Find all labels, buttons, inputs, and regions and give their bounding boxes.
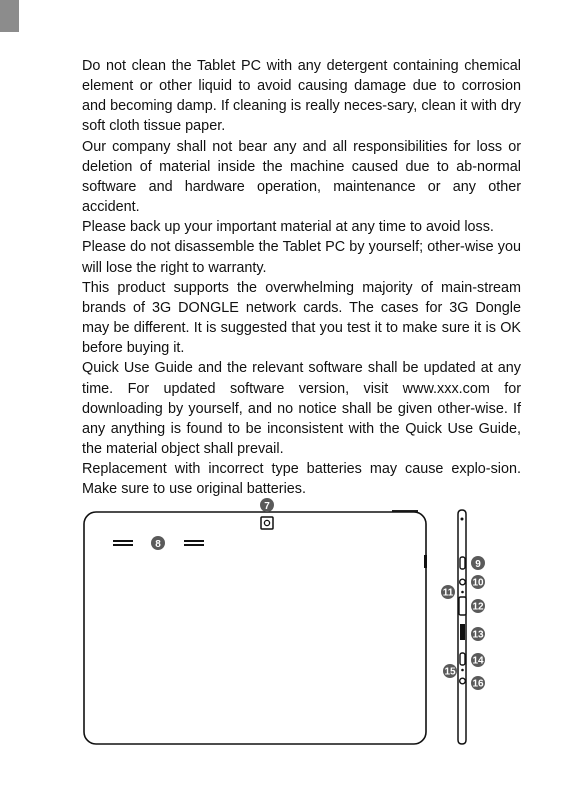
callout-7 [260, 498, 274, 512]
svg-text:16: 16 [472, 678, 484, 690]
callout-9 [471, 556, 485, 570]
tablet-front-view [84, 511, 427, 744]
paragraph-responsibility: Our company shall not bear any and all responsibilities for loss or deletion of material inside the machine caused due to ab-normal software and hardware operation, maintenance or any other accident. [82, 138, 521, 216]
callout-13 [471, 627, 485, 641]
port-9-icon [460, 557, 465, 569]
paragraph-disassemble: Please do not disassemble the Tablet PC by yourself; other-wise you will lose the right to warranty. [82, 239, 521, 276]
callout-16 [471, 676, 485, 690]
callout-14 [471, 653, 485, 667]
side-top-mic-icon [461, 518, 464, 521]
paragraph-3g-dongle: This product supports the overwhelming majority of main-stream brands of 3G DONGLE network cards. The cases for 3G Dongle may be different. It is suggested that you test it to make sure it is OK before buying it. [82, 279, 521, 357]
paragraph-batteries: Replacement with incorrect type batteries may cause explo-sion. Make sure to use original batteries. [82, 461, 521, 498]
callout-12 [471, 599, 485, 613]
port-14-icon [460, 653, 465, 665]
svg-text:8: 8 [155, 539, 161, 550]
paragraph-cleaning: Do not clean the Tablet PC with any detergent containing chemical element or other liquid to avoid causing damage due to corrosion and becoming damp. If cleaning is really neces-sary, clean it with dry soft cloth tissue paper. [82, 58, 521, 135]
port-10-icon [460, 579, 466, 585]
port-15-icon [461, 669, 464, 672]
svg-text:13: 13 [472, 629, 484, 641]
svg-text:9: 9 [475, 559, 481, 570]
callout-8 [151, 536, 165, 550]
callout-15 [443, 664, 457, 678]
svg-text:15: 15 [444, 666, 456, 678]
callout-11 [441, 585, 455, 599]
tablet-front-body [84, 512, 426, 744]
tablet-side-view [458, 510, 466, 744]
side-button-mark [424, 555, 427, 568]
port-16-icon [460, 678, 466, 684]
port-13-icon [460, 624, 465, 640]
paragraph-backup: Please back up your important material at any time to avoid loss. [82, 219, 494, 236]
svg-text:7: 7 [264, 501, 270, 512]
port-12-icon [459, 597, 466, 615]
svg-text:10: 10 [472, 577, 484, 589]
svg-text:11: 11 [442, 587, 454, 599]
port-10b-icon [461, 591, 464, 594]
paragraph-updates: Quick Use Guide and the relevant software shall be updated at any time. For updated software version, visit www.xxx.com for downloading by yourself, and no notice shall be given other-wise. If any anything is found to be inconsistent with the Quick Use Guide, the material object shall prevail. [82, 360, 521, 457]
camera-icon [261, 517, 273, 529]
callout-10 [471, 575, 485, 589]
svg-text:12: 12 [472, 601, 484, 613]
svg-text:14: 14 [472, 655, 484, 667]
